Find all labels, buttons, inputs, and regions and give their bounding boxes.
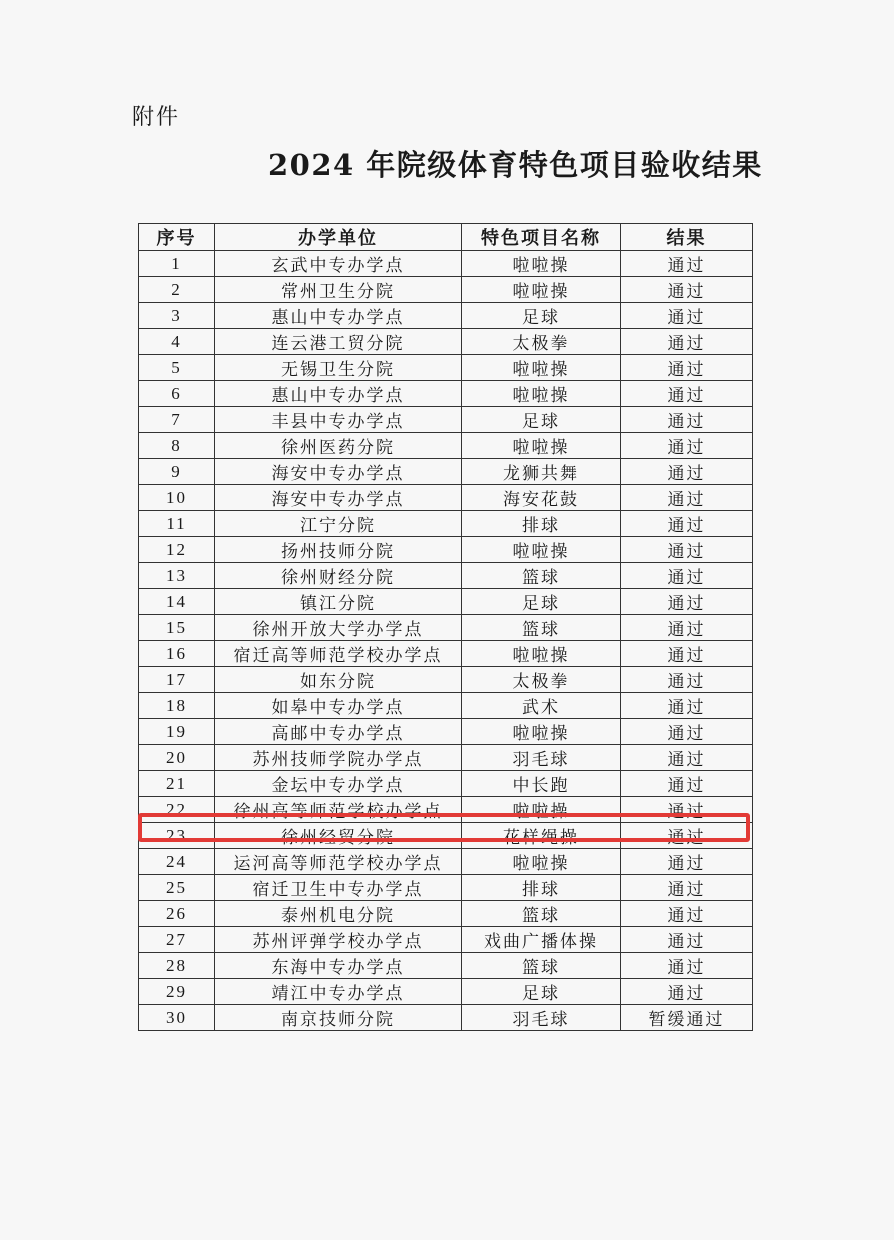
cell-project: 花样绳操 <box>462 823 621 849</box>
cell-result: 通过 <box>621 251 753 277</box>
cell-project: 啦啦操 <box>462 849 621 875</box>
cell-result: 通过 <box>621 719 753 745</box>
cell-project: 篮球 <box>462 615 621 641</box>
cell-result: 通过 <box>621 511 753 537</box>
cell-unit: 镇江分院 <box>215 589 462 615</box>
cell-project: 羽毛球 <box>462 1005 621 1031</box>
cell-no: 19 <box>139 719 215 745</box>
cell-unit: 惠山中专办学点 <box>215 381 462 407</box>
cell-project: 篮球 <box>462 901 621 927</box>
cell-unit: 无锡卫生分院 <box>215 355 462 381</box>
cell-unit: 南京技师分院 <box>215 1005 462 1031</box>
cell-project: 排球 <box>462 875 621 901</box>
cell-unit: 苏州技师学院办学点 <box>215 745 462 771</box>
cell-unit: 宿迁高等师范学校办学点 <box>215 641 462 667</box>
cell-project: 篮球 <box>462 953 621 979</box>
cell-unit: 运河高等师范学校办学点 <box>215 849 462 875</box>
table-row <box>139 277 753 303</box>
cell-no: 3 <box>139 303 215 329</box>
table-row <box>139 511 753 537</box>
cell-result: 通过 <box>621 563 753 589</box>
table-row <box>139 251 753 277</box>
table-row <box>139 563 753 589</box>
cell-unit: 如皋中专办学点 <box>215 693 462 719</box>
cell-no: 4 <box>139 329 215 355</box>
table-header-row <box>139 224 753 251</box>
cell-unit: 惠山中专办学点 <box>215 303 462 329</box>
cell-result: 通过 <box>621 329 753 355</box>
cell-project: 啦啦操 <box>462 537 621 563</box>
results-table <box>138 223 753 1031</box>
cell-result: 通过 <box>621 615 753 641</box>
cell-no: 9 <box>139 459 215 485</box>
cell-no: 12 <box>139 537 215 563</box>
document-title: 2024 年院级体育特色项目验收结果 <box>268 148 763 182</box>
cell-unit: 常州卫生分院 <box>215 277 462 303</box>
table-row <box>139 927 753 953</box>
cell-result: 通过 <box>621 667 753 693</box>
table-row <box>139 823 753 849</box>
table-row <box>139 1005 753 1031</box>
cell-result: 通过 <box>621 407 753 433</box>
cell-no: 30 <box>139 1005 215 1031</box>
cell-result: 通过 <box>621 693 753 719</box>
cell-result: 通过 <box>621 277 753 303</box>
table-row <box>139 771 753 797</box>
table-row <box>139 953 753 979</box>
cell-result: 通过 <box>621 355 753 381</box>
table-row <box>139 537 753 563</box>
cell-result: 通过 <box>621 927 753 953</box>
cell-result: 通过 <box>621 537 753 563</box>
cell-no: 26 <box>139 901 215 927</box>
cell-no: 17 <box>139 667 215 693</box>
cell-no: 8 <box>139 433 215 459</box>
cell-no: 21 <box>139 771 215 797</box>
cell-no: 20 <box>139 745 215 771</box>
cell-unit: 泰州机电分院 <box>215 901 462 927</box>
cell-no: 23 <box>139 823 215 849</box>
table-row <box>139 433 753 459</box>
cell-project: 太极拳 <box>462 667 621 693</box>
cell-result: 通过 <box>621 589 753 615</box>
cell-project: 啦啦操 <box>462 719 621 745</box>
cell-project: 啦啦操 <box>462 797 621 823</box>
table-row <box>139 979 753 1005</box>
cell-project: 中长跑 <box>462 771 621 797</box>
cell-no: 25 <box>139 875 215 901</box>
cell-result: 通过 <box>621 459 753 485</box>
cell-project: 啦啦操 <box>462 433 621 459</box>
cell-project: 啦啦操 <box>462 251 621 277</box>
cell-result: 通过 <box>621 953 753 979</box>
cell-unit: 徐州开放大学办学点 <box>215 615 462 641</box>
header-unit: 办学单位 <box>215 224 462 251</box>
table-row <box>139 381 753 407</box>
cell-project: 太极拳 <box>462 329 621 355</box>
cell-no: 24 <box>139 849 215 875</box>
cell-unit: 海安中专办学点 <box>215 459 462 485</box>
cell-result: 暂缓通过 <box>621 1005 753 1031</box>
cell-result: 通过 <box>621 771 753 797</box>
table-row <box>139 355 753 381</box>
cell-unit: 高邮中专办学点 <box>215 719 462 745</box>
cell-result: 通过 <box>621 745 753 771</box>
cell-result: 通过 <box>621 433 753 459</box>
cell-no: 29 <box>139 979 215 1005</box>
cell-no: 22 <box>139 797 215 823</box>
cell-no: 27 <box>139 927 215 953</box>
table-row <box>139 745 753 771</box>
cell-no: 15 <box>139 615 215 641</box>
attachment-label: 附件 <box>132 105 181 130</box>
cell-project: 啦啦操 <box>462 277 621 303</box>
cell-unit: 宿迁卫生中专办学点 <box>215 875 462 901</box>
cell-result: 通过 <box>621 849 753 875</box>
table-row <box>139 329 753 355</box>
table-row <box>139 849 753 875</box>
table-row <box>139 667 753 693</box>
table-row <box>139 719 753 745</box>
table-row <box>139 641 753 667</box>
cell-project: 啦啦操 <box>462 381 621 407</box>
cell-no: 5 <box>139 355 215 381</box>
cell-no: 13 <box>139 563 215 589</box>
cell-no: 2 <box>139 277 215 303</box>
cell-unit: 苏州评弹学校办学点 <box>215 927 462 953</box>
cell-unit: 金坛中专办学点 <box>215 771 462 797</box>
table-row <box>139 615 753 641</box>
table-row <box>139 875 753 901</box>
cell-project: 足球 <box>462 979 621 1005</box>
cell-unit: 靖江中专办学点 <box>215 979 462 1005</box>
cell-project: 足球 <box>462 407 621 433</box>
table-row <box>139 485 753 511</box>
cell-project: 龙狮共舞 <box>462 459 621 485</box>
cell-unit: 扬州技师分院 <box>215 537 462 563</box>
cell-no: 14 <box>139 589 215 615</box>
cell-project: 篮球 <box>462 563 621 589</box>
cell-project: 羽毛球 <box>462 745 621 771</box>
cell-result: 通过 <box>621 823 753 849</box>
cell-result: 通过 <box>621 979 753 1005</box>
header-project: 特色项目名称 <box>462 224 621 251</box>
cell-no: 28 <box>139 953 215 979</box>
cell-no: 7 <box>139 407 215 433</box>
table-body <box>139 251 753 1031</box>
cell-no: 6 <box>139 381 215 407</box>
table-row <box>139 407 753 433</box>
cell-result: 通过 <box>621 875 753 901</box>
cell-result: 通过 <box>621 303 753 329</box>
cell-unit: 丰县中专办学点 <box>215 407 462 433</box>
cell-project: 武术 <box>462 693 621 719</box>
cell-no: 18 <box>139 693 215 719</box>
cell-project: 海安花鼓 <box>462 485 621 511</box>
table-row <box>139 589 753 615</box>
table-row <box>139 303 753 329</box>
cell-unit: 徐州高等师范学校办学点 <box>215 797 462 823</box>
cell-result: 通过 <box>621 381 753 407</box>
cell-no: 10 <box>139 485 215 511</box>
cell-unit: 连云港工贸分院 <box>215 329 462 355</box>
table-row <box>139 797 753 823</box>
cell-project: 啦啦操 <box>462 641 621 667</box>
cell-no: 16 <box>139 641 215 667</box>
cell-unit: 徐州财经分院 <box>215 563 462 589</box>
header-no: 序号 <box>139 224 215 251</box>
cell-project: 足球 <box>462 303 621 329</box>
cell-result: 通过 <box>621 641 753 667</box>
cell-project: 啦啦操 <box>462 355 621 381</box>
cell-unit: 徐州经贸分院 <box>215 823 462 849</box>
table-row <box>139 901 753 927</box>
cell-unit: 海安中专办学点 <box>215 485 462 511</box>
cell-unit: 东海中专办学点 <box>215 953 462 979</box>
cell-unit: 江宁分院 <box>215 511 462 537</box>
header-result: 结果 <box>621 224 753 251</box>
cell-unit: 玄武中专办学点 <box>215 251 462 277</box>
cell-unit: 如东分院 <box>215 667 462 693</box>
cell-project: 排球 <box>462 511 621 537</box>
cell-result: 通过 <box>621 485 753 511</box>
cell-result: 通过 <box>621 901 753 927</box>
cell-project: 足球 <box>462 589 621 615</box>
cell-no: 1 <box>139 251 215 277</box>
cell-result: 通过 <box>621 797 753 823</box>
cell-project: 戏曲广播体操 <box>462 927 621 953</box>
cell-unit: 徐州医药分院 <box>215 433 462 459</box>
cell-no: 11 <box>139 511 215 537</box>
table-row <box>139 459 753 485</box>
table-row <box>139 693 753 719</box>
